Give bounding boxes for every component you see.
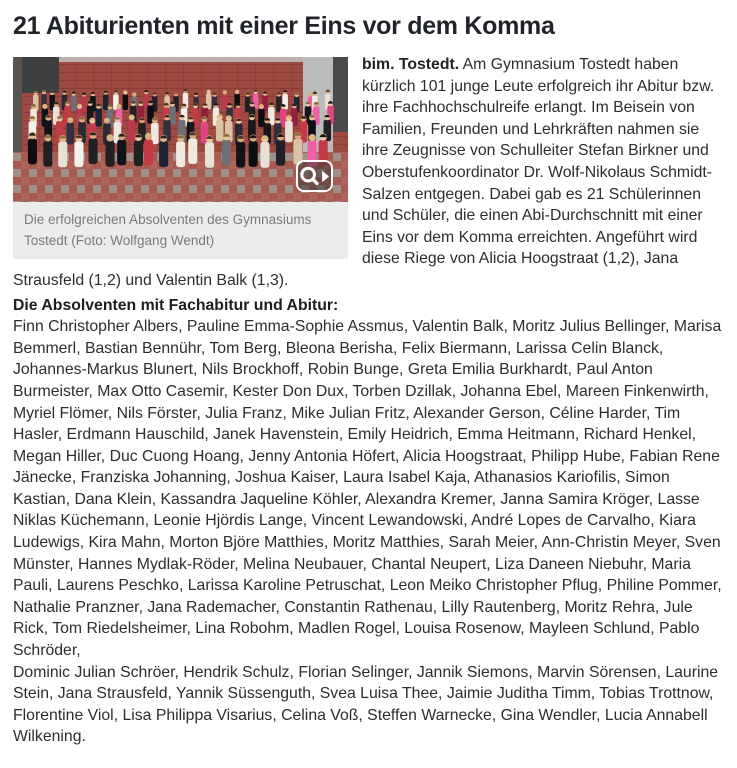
photo-caption: Die erfolgreichen Absolventen des Gymnasiums Tostedt (Foto: Wolfgang Wendt): [13, 202, 348, 259]
names-heading: Die Absolventen mit Fachabitur und Abitur:: [13, 296, 339, 314]
names-paragraph: [13, 316, 725, 748]
arrow-icon: [322, 170, 329, 181]
lead-prefix: bim. Tostedt.: [362, 56, 460, 73]
names-line-1: Finn Christopher Albers, Pauline Emma-Sophie Assmus, Valentin Balk, Moritz Julius Bellinger, Marisa Bemmerl, Bastian Bennühr, Tom Berg, Bleona Berisha, Felix Biermann, Larissa Celin Blanck, Johannes-Markus Blunert, Nils Brockhoff, Robin Bunge, Greta Emilia Burkhardt, Paul Anton Burmeister, Max Otto Casemir, Kester Don Dux, Torben Dzillak, Johanna Ebel, Mareen Finkenwirth, Myriel Flömer, Nils Förster, Julia Franz, Mike Julian Fritz, Alexander Gerson, Céline Harder, Tim Hasler, Erdmann Hauschild, Janek Havenstein, Emily Heidrich, Emma Heitmann, Richard Henkel, Megan Hiller, Duc Cuong Hoang, Jenny Antonia Höfert, Alicia Hoogstraat, Philipp Hube, Fabian Rene Jänecke, Franziska Johanning, Joshua Kaiser, Laura Isabel Kaja, Athanasios Kariofilis, Simon Kastian, Dana Klein, Kassandra Jaqueline Köhler, Alexandra Kremer, Janna Samira Kröger, Lasse Niklas Küchemann, Leonie Hjördis Lange, Vincent Lewandowski, André Lopes de Carvalho, Kiara Ludewigs, Kira Mahn, Morton Björe Matthies, Moritz Matthies, Sarah Meier, Ann-Christin Meyer, Sven Münster, Hannes Mydlak-Röder, Melina Neubauer, Chantal Neupert, Liza Daneen Niebuhr, Maria Pauli, Laurens Peschko, Larissa Karoline Petruschat, Leon Meiko Christopher Pflug, Philine Pommer, Nathalie Pranzner, Jana Rademacher, Constantin Rathenau, Lilly Rautenberg, Moritz Rehra, Jule Rick, Tom Riedelsheimer, Lina Robohm, Madlen Rogel, Louisa Rosenow, Mayleen Schlund, Pablo Schröder,: [13, 318, 722, 660]
lead-text: Am Gymnasium Tostedt haben kürzlich 101 junge Leute erfolgreich ihr Abitur bzw. ihre Fachhochschulreife erlangt. Im Beisein von Familien, Freunden und Lehrkräften nahmen sie ihre Zeugnisse von Schulleiter Stefan Birkner und Oberstufenkoordinator Dr. Wolf-Nikolaus Schmidt-Salzen entgegen. Dabei gab es 21 Schülerinnen und Schüler, die einen Abi-Durchschnitt mit einer Eins vor dem Komma erreichten. Angeführt wird diese Riege von Alicia Hoogstraat (1,2), Jana Strausfeld (1,2) und Valentin Balk (1,3).: [13, 56, 715, 289]
magnifier-with-arrow-icon: [298, 104, 331, 203]
photo-zoom-button[interactable]: [296, 160, 333, 192]
article-photo[interactable]: [13, 57, 348, 202]
article-figure: [13, 57, 348, 259]
names-line-2: Dominic Julian Schröer, Hendrik Schulz, Florian Selinger, Jannik Siemons, Marvin Sörensen, Laurine Stein, Jana Strausfeld, Yannik Süssenguth, Svea Luisa Thee, Jaimie Juditha Timm, Tobias Trottnow, Florentine Viol, Lisa Philippa Visarius, Celina Voß, Steffen Warnecke, Gina Wendler, Lucia Annabell Wilkening.: [13, 663, 719, 746]
article-headline: 21 Abiturienten mit einer Eins vor dem Komma: [13, 12, 555, 40]
